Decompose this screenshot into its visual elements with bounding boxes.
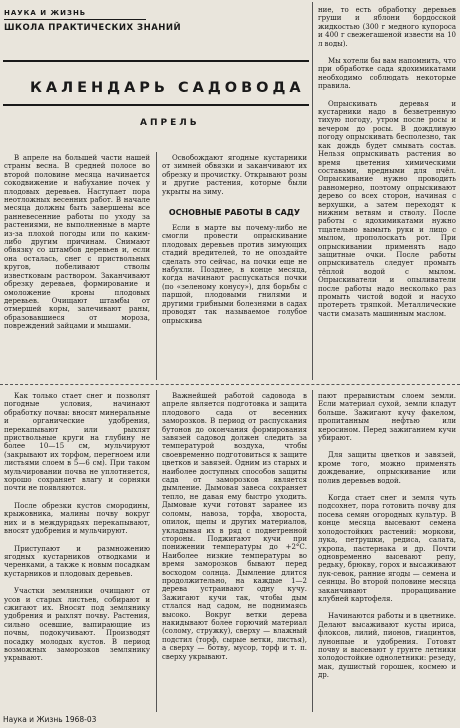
paragraph: пают прерывистым слоем земли. Если материал сухой, земли кладут больше. Зажигают кучу факелом, пропитанным нефтью или керосином. Перед зажиганием кучи убирают. — [318, 392, 456, 443]
section-heading: ОСНОВНЫЕ РАБОТЫ В САДУ — [168, 208, 301, 218]
masthead — [4, 9, 182, 43]
page-title: КАЛЕНДАРЬ САДОВОДА — [30, 80, 305, 96]
upper-column-1 — [4, 154, 150, 378]
upper-column-3 — [318, 6, 456, 382]
section-name: ШКОЛА ПРАКТИЧЕСКИХ ЗНАНИЙ — [4, 23, 182, 33]
lower-column-1 — [4, 392, 150, 710]
paragraph: После обрезки кустов смородины, крыжовника, малины почву вокруг них и в междурядьях перекапывают, вносят удобрения и мульчируют. — [4, 501, 150, 536]
paragraph: Участки земляники очищают от усов и старых листьев, собирают и сжигают их. Вносят под землянику удобрения и рыхлят почву. Растения, сильно осевшие, выпирающие из почвы, подокучивают. Производят посадку молодых кустов. В период возможных заморозков землянику укрывают. — [4, 587, 150, 663]
paragraph: В апреле на большей части нашей страны весна. В средней полосе во второй половине месяца начинается сокодвижение и набухание почек у плодовых деревьев. Наступает пора неотложных весенних работ. В начале месяца должны быть завершены все ранневесенние работы по уходу за растениями, не выполненные в марте из-за плохой погоды или по каким-либо другим причинам. Снимают обвязку со штамбов деревьев и, если она осталась, снег с приствольных кругов, побеливают стволы известковым раствором. Заканчивают обрезку деревьев, формирование и омоложение кроны плодовых деревьев. Очищают штамбы от отмершей коры, залечивают раны, образовавшиеся от мороза, повреждений зайцами и мышами. — [4, 154, 150, 331]
column-divider — [156, 390, 157, 712]
paragraph: Для защиты цветков и завязей, кроме того, можно применять дождевание, опрыскивание или полив деревьев водой. — [318, 451, 456, 485]
paragraph: Как только стает снег и позволят погодные условия, начинают обработку почвы: вносят минеральные и органические удобрения, перекапывают или рыхлят приствольные круги на глубину не более 10—15 см, мульчируют (закрывают их торфом, перегноем или листьями слоем в 5—6 см). При таком мульчировании почва не уплотняется, хорошо сохраняет влагу и сорняки почти не появляются. — [4, 392, 150, 493]
paragraph: Освобождают ягодные кустарники от зимней обвязки и заканчивают их обрезку и прочистку. Открывают розы и другие растения, которые были укрыты на зиму. — [162, 154, 307, 196]
magazine-name: НАУКА И ЖИЗНЬ — [4, 9, 146, 20]
paragraph: Опрыскивать деревья и кустарники надо в безветренную тихую погоду, утром после росы и вечером до росы. В дождливую погоду опрыскивать бесполезно, так как дождь будет смывать состав. Нельзя опрыскивать растения во время цветения химическими составами, вредными для пчёл. Опрыскивание нужно проводить равномерно, поэтому опрыскивают дерево со всех сторон, начиная с верхушки, а затем переходят к нижним ветвям и стволу. После работы с ядохимикатами нужно тщательно вымыть руки и лицо с мылом, прополоскать рот. При опрыскивании применять надо защитные очки. После работы опрыскиватель следует промыть тёплой водой с мылом. Опрыскиватели и опыливатели после работы надо несколько раз промыть чистой водой и насухо протереть тряпкой. Металлические части смазать машинным маслом. — [318, 99, 456, 318]
paragraph: ние, то есть обработку деревьев груши и яблони бордосской жидкостью (300 г медного купороса и 400 г свежегашеной извести на 10 л воды). — [318, 6, 456, 48]
header-rule-bottom — [3, 104, 309, 106]
column-divider — [312, 2, 313, 380]
paragraph: Важнейшей работой садовода в апреле является подготовка и защита плодового сада от весенних заморозков. В период от распускания бутонов до окончания формирования завязей садовод должен следить за температурой воздуха, чтобы своевременно подготовиться к защите цветков и завязей. Одним из старых и наиболее доступных способов защиты сада от заморозков является дымление. Дымовая завеса сохраняет тепло, не давая ему быстро уходить. Дымовые кучи готовят заранее из соломы, навоза, торфа, хвороста, опилок, щепы и других материалов, укладывая их в ряд с подветренной стороны. Поджигают кучи при понижении температуры до +2°С. Наиболее низкие температуры во время заморозков бывают перед восходом солнца. Дымление длится продолжительно, на каждые 1—2 дерева устраивают одну кучу. Зажигают кучи так, чтобы дым стлался над садом, не поднимаясь высоко. Вокруг ветки дерева накидывают более горючий материал (солому, стружку), сверху — влажный подстил (торф, сырые ветки, листья), а сверху — ботву, мусор, торф и т. п. сверху укрывают. — [162, 392, 307, 661]
upper-column-2 — [162, 154, 307, 380]
source-footer: Наука и Жизнь 1968-03 — [3, 715, 97, 724]
paragraph: Когда стает снег и земля чуть подсохнет, пора готовить почву для посева семян огородных культур. В конце месяца высевают семена холодостойких растений: моркови, лука, петрушки, редиса, салата, укропа, пастернака и др. Почти одновременно высевают репу, редьку, брюкву, горох и высаживают лук-севок, ранние ягоды — семена и сеянцы. Во второй половине месяца заканчивают проращивание клубней картофеля. — [318, 494, 456, 603]
column-divider — [156, 152, 157, 380]
paragraph: Начинаются работы и в цветнике. Делают высаживают кусты ириса, флоксов, лилий, пионов, гиацинтов, лунонпые и удобрения. Готовят почву и высевают у грунте летники холодостойкие однолетники: резеду, мак, душистый горошек, космею и др. — [318, 612, 456, 680]
page-subtitle: АПРЕЛЬ — [140, 118, 200, 128]
paragraph: Приступают и размножению ягодных кустарников отводками и черенками, а также к новым посадкам кустарников и плодовых деревьев. — [4, 544, 150, 578]
page-break-line — [0, 384, 460, 385]
paragraph: Если в марте вы почему-либо не смогли провести опрыскивание плодовых деревьев против зимующих стадий вредителей, то не опоздайте сделать это сейчас, на почки еще не набухли. Позднее, в конце месяца, когда начинают распускаться почки (по «зеленому конусу»), для борьбы с паршой, плодовыми гнилями и другими грибными болезнями в садах проводят так называемое голубое опрыскива — [162, 224, 307, 325]
header-rule-top — [3, 60, 309, 62]
lower-column-2 — [162, 392, 307, 710]
lower-column-3 — [318, 392, 456, 710]
paragraph: Мы хотели бы вам напомнить, что при обработке сада ядохимикатами необходимо соблюдать некоторые правила. — [318, 57, 456, 91]
column-divider — [312, 390, 313, 712]
